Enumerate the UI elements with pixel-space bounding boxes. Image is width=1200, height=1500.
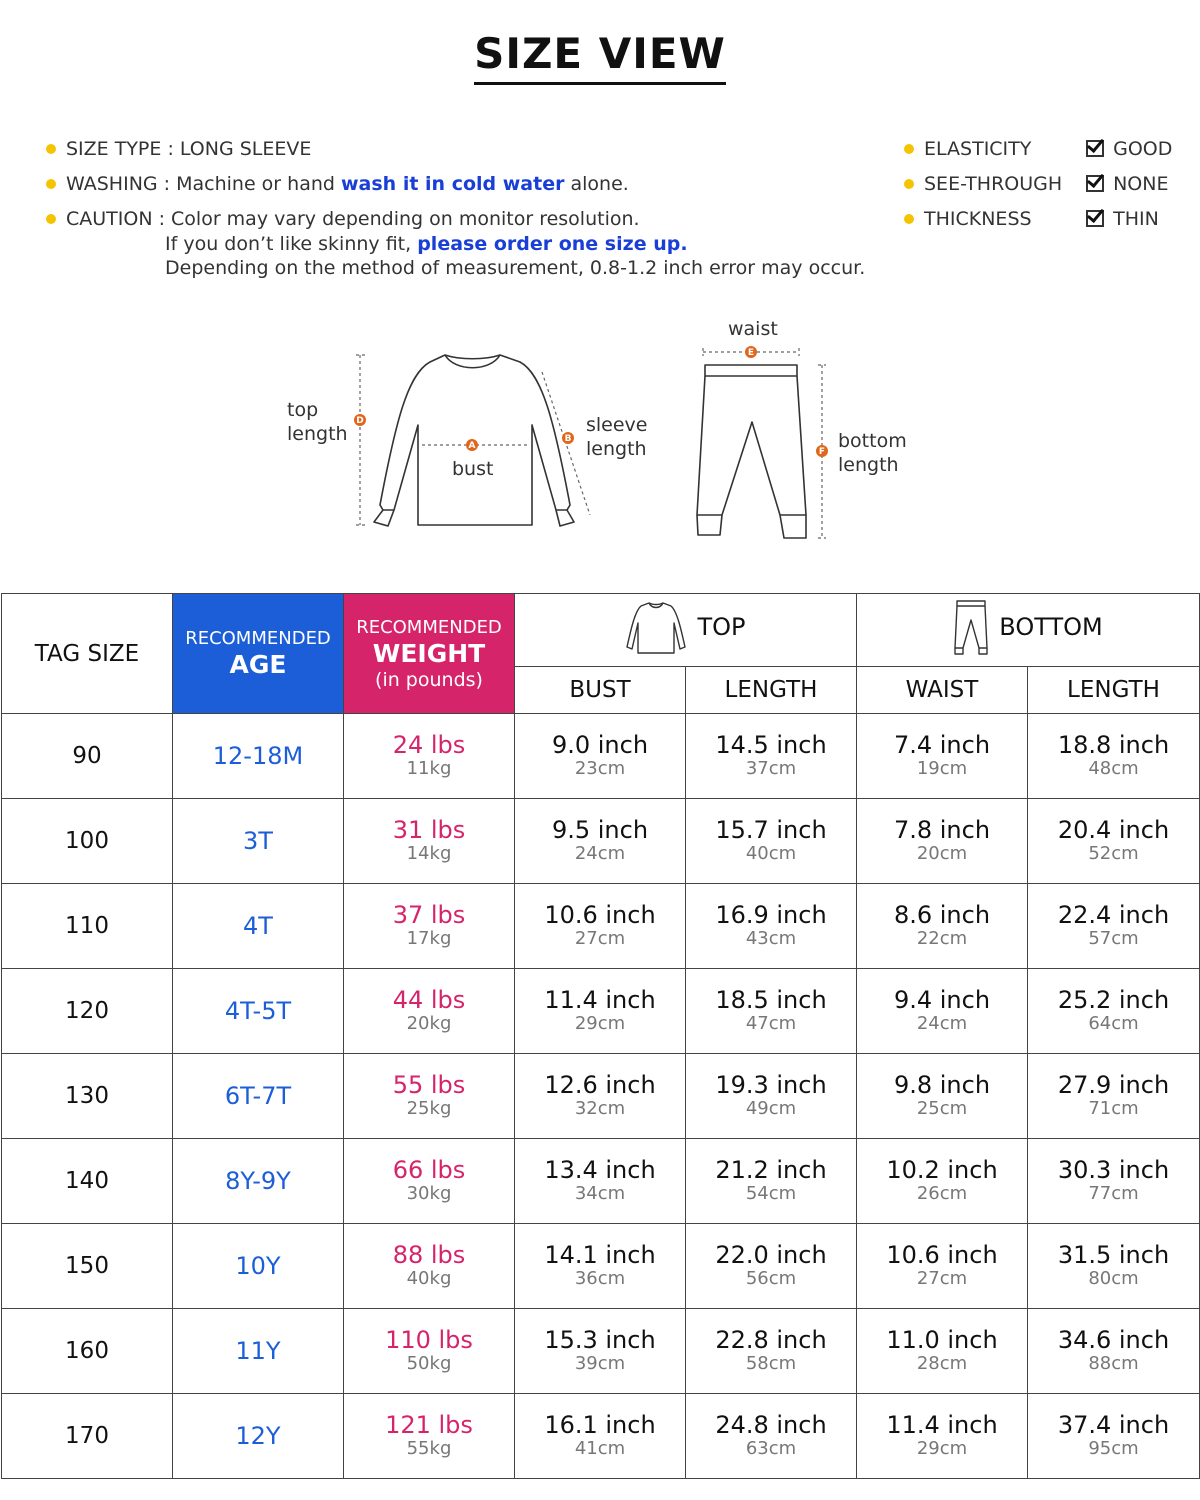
top-length-inch: 15.7 inch xyxy=(715,816,827,844)
table-header-row xyxy=(2,594,1200,667)
bottom-length-cm: 57cm xyxy=(1088,928,1139,949)
waist-cm: 24cm xyxy=(916,1013,968,1034)
cell-top-length xyxy=(686,884,857,969)
info-washing xyxy=(46,171,866,206)
cell-bottom-length xyxy=(1028,1309,1200,1394)
weight-kg: 55kg xyxy=(406,1438,452,1459)
cell-age: 4T xyxy=(173,884,344,969)
sleeve-length-line-2: length xyxy=(586,438,647,460)
cell-bust xyxy=(515,1394,686,1479)
bust-cm: 34cm xyxy=(574,1183,626,1204)
info-list xyxy=(46,136,866,280)
bottom-length-cm: 88cm xyxy=(1088,1353,1139,1374)
cell-age: 10Y xyxy=(173,1224,344,1309)
bottom-length-inch: 37.4 inch xyxy=(1057,1411,1170,1439)
washing-suffix: alone. xyxy=(564,173,629,195)
caution-2-highlight: please order one size up. xyxy=(417,233,688,255)
bottom-length-cm: 80cm xyxy=(1088,1268,1139,1289)
pants-icon xyxy=(953,598,989,656)
cell-weight xyxy=(344,1394,515,1479)
table-row xyxy=(2,1224,1200,1309)
cell-tag-size: 90 xyxy=(2,714,173,799)
caution-line-2 xyxy=(46,232,866,256)
bottom-length-inch: 20.4 inch xyxy=(1057,816,1170,844)
bottom-length-cm: 64cm xyxy=(1088,1013,1139,1034)
bullet-dot-icon xyxy=(904,179,914,189)
bust-inch: 12.6 inch xyxy=(544,1071,656,1099)
page-header xyxy=(0,30,1200,85)
cell-age: 3T xyxy=(173,799,344,884)
header-waist: WAIST xyxy=(857,667,1028,714)
cell-waist xyxy=(857,884,1028,969)
waist-cm: 28cm xyxy=(916,1353,968,1374)
bottom-length-cm: 77cm xyxy=(1088,1183,1139,1204)
bottom-length-inch: 34.6 inch xyxy=(1057,1326,1170,1354)
property-value: GOOD xyxy=(1113,138,1173,160)
cell-age: 8Y-9Y xyxy=(173,1139,344,1224)
bust-cm: 24cm xyxy=(574,843,626,864)
bottom-length-cm: 52cm xyxy=(1088,843,1139,864)
bust-cm: 39cm xyxy=(574,1353,626,1374)
cell-bust xyxy=(515,969,686,1054)
caution-text: CAUTION : Color may vary depending on monitor resolution. xyxy=(66,208,640,230)
waist-inch: 10.2 inch xyxy=(886,1156,998,1184)
cell-age: 11Y xyxy=(173,1309,344,1394)
bullet-dot-icon xyxy=(904,214,914,224)
cell-weight xyxy=(344,1309,515,1394)
waist-cm: 19cm xyxy=(916,758,968,779)
cell-tag-size: 130 xyxy=(2,1054,173,1139)
header-recommended-age xyxy=(173,594,344,714)
waist-label: waist xyxy=(728,318,778,340)
cell-bottom-length xyxy=(1028,799,1200,884)
waist-inch: 8.6 inch xyxy=(893,901,991,929)
shirt-icon xyxy=(625,599,687,655)
property-thickness xyxy=(904,206,1194,241)
table-row xyxy=(2,1139,1200,1224)
size-table-body xyxy=(2,714,1200,1479)
bottom-length-cm: 95cm xyxy=(1088,1438,1139,1459)
cell-bust xyxy=(515,884,686,969)
table-row xyxy=(2,714,1200,799)
sleeve-length-label xyxy=(586,413,648,461)
bust-cm: 23cm xyxy=(574,758,626,779)
weight-lbs: 66 lbs xyxy=(392,1156,466,1184)
bust-cm: 41cm xyxy=(574,1438,626,1459)
cell-bust xyxy=(515,714,686,799)
weight-lbs: 121 lbs xyxy=(385,1411,473,1439)
cell-weight xyxy=(344,714,515,799)
cell-age: 6T-7T xyxy=(173,1054,344,1139)
washing-text: WASHING : Machine or hand xyxy=(66,173,341,195)
cell-waist xyxy=(857,799,1028,884)
header-bust: BUST xyxy=(515,667,686,714)
cell-waist xyxy=(857,1224,1028,1309)
top-length-label xyxy=(287,398,348,446)
header-weight-sub: (in pounds) xyxy=(375,668,483,691)
waist-inch: 9.8 inch xyxy=(893,1071,991,1099)
table-row xyxy=(2,969,1200,1054)
bust-inch: 14.1 inch xyxy=(544,1241,656,1269)
cell-bust xyxy=(515,1139,686,1224)
bottom-length-inch: 31.5 inch xyxy=(1057,1241,1170,1269)
cell-age: 12-18M xyxy=(173,714,344,799)
cell-top-length xyxy=(686,969,857,1054)
header-top-length: LENGTH xyxy=(686,667,857,714)
top-length-cm: 63cm xyxy=(745,1438,797,1459)
weight-kg: 17kg xyxy=(406,928,452,949)
weight-lbs: 24 lbs xyxy=(392,731,466,759)
cell-weight xyxy=(344,884,515,969)
weight-kg: 20kg xyxy=(406,1013,452,1034)
weight-kg: 40kg xyxy=(406,1268,452,1289)
bust-cm: 27cm xyxy=(574,928,626,949)
top-length-cm: 47cm xyxy=(745,1013,797,1034)
weight-lbs: 88 lbs xyxy=(392,1241,466,1269)
table-row xyxy=(2,1309,1200,1394)
caution-2-text: If you don’t like skinny fit, xyxy=(165,233,418,255)
size-type-text: SIZE TYPE : LONG SLEEVE xyxy=(66,138,312,160)
waist-inch: 10.6 inch xyxy=(886,1241,998,1269)
marker-b-label: B xyxy=(564,434,572,444)
cell-waist xyxy=(857,1054,1028,1139)
measurement-diagram xyxy=(270,310,930,560)
table-row xyxy=(2,1054,1200,1139)
cell-age: 12Y xyxy=(173,1394,344,1479)
table-row xyxy=(2,884,1200,969)
property-value: NONE xyxy=(1113,173,1169,195)
weight-kg: 25kg xyxy=(406,1098,452,1119)
cell-bust xyxy=(515,1054,686,1139)
cell-waist xyxy=(857,1394,1028,1479)
sleeve-length-line-1: sleeve xyxy=(586,414,648,436)
bottom-length-inch: 25.2 inch xyxy=(1057,986,1170,1014)
cell-age: 4T-5T xyxy=(173,969,344,1054)
waist-cm: 26cm xyxy=(916,1183,968,1204)
bullet-dot-icon xyxy=(46,144,56,154)
property-name: SEE-THROUGH xyxy=(924,173,1063,195)
caution-3-text: Depending on the method of measurement, 0.8-1.2 inch error may occur. xyxy=(165,257,866,279)
header-age-big: AGE xyxy=(229,649,287,679)
cell-bottom-length xyxy=(1028,1394,1200,1479)
cell-bust xyxy=(515,799,686,884)
bust-inch: 15.3 inch xyxy=(544,1326,656,1354)
cell-weight xyxy=(344,1139,515,1224)
top-length-cm: 37cm xyxy=(745,758,797,779)
top-length-inch: 21.2 inch xyxy=(715,1156,827,1184)
weight-kg: 50kg xyxy=(406,1353,452,1374)
waist-cm: 20cm xyxy=(916,843,968,864)
top-length-inch: 14.5 inch xyxy=(715,731,827,759)
property-name: ELASTICITY xyxy=(924,138,1032,160)
top-length-cm: 43cm xyxy=(745,928,797,949)
bust-cm: 36cm xyxy=(574,1268,626,1289)
cell-tag-size: 170 xyxy=(2,1394,173,1479)
cell-bottom-length xyxy=(1028,884,1200,969)
cell-waist xyxy=(857,714,1028,799)
cell-waist xyxy=(857,1139,1028,1224)
top-length-inch: 22.8 inch xyxy=(715,1326,827,1354)
waist-inch: 7.4 inch xyxy=(893,731,991,759)
header-top-label: TOP xyxy=(697,613,746,641)
cell-top-length xyxy=(686,1224,857,1309)
cell-bottom-length xyxy=(1028,1139,1200,1224)
cell-bottom-length xyxy=(1028,969,1200,1054)
waist-inch: 11.0 inch xyxy=(886,1326,998,1354)
property-value: THIN xyxy=(1113,208,1159,230)
cell-bottom-length xyxy=(1028,714,1200,799)
cell-tag-size: 120 xyxy=(2,969,173,1054)
top-length-inch: 16.9 inch xyxy=(715,901,827,929)
bust-inch: 9.5 inch xyxy=(551,816,649,844)
cell-top-length xyxy=(686,1139,857,1224)
bust-cm: 29cm xyxy=(574,1013,626,1034)
property-see-through xyxy=(904,171,1194,206)
bottom-length-cm: 71cm xyxy=(1088,1098,1139,1119)
weight-lbs: 37 lbs xyxy=(392,901,466,929)
cell-bust xyxy=(515,1309,686,1394)
bust-label: bust xyxy=(452,458,494,480)
top-length-inch: 19.3 inch xyxy=(715,1071,827,1099)
header-tag-size: TAG SIZE xyxy=(2,594,173,714)
cell-top-length xyxy=(686,1309,857,1394)
cell-bottom-length xyxy=(1028,1054,1200,1139)
marker-e-label: E xyxy=(747,348,755,358)
marker-f-label: F xyxy=(818,447,826,457)
bottom-length-inch: 18.8 inch xyxy=(1057,731,1170,759)
weight-lbs: 31 lbs xyxy=(392,816,466,844)
bullet-dot-icon xyxy=(904,144,914,154)
info-size-type xyxy=(46,136,866,171)
fabric-properties xyxy=(904,136,1194,241)
cell-tag-size: 140 xyxy=(2,1139,173,1224)
waist-inch: 7.8 inch xyxy=(893,816,991,844)
header-bottom-group xyxy=(857,594,1200,667)
bottom-length-inch: 22.4 inch xyxy=(1057,901,1170,929)
weight-kg: 11kg xyxy=(406,758,452,779)
waist-cm: 25cm xyxy=(916,1098,968,1119)
cell-top-length xyxy=(686,799,857,884)
header-bottom-label: BOTTOM xyxy=(999,613,1103,641)
top-length-cm: 54cm xyxy=(745,1183,797,1204)
top-length-cm: 40cm xyxy=(745,843,797,864)
bottom-length-line-2: length xyxy=(838,454,899,476)
property-elasticity xyxy=(904,136,1194,171)
weight-lbs: 55 lbs xyxy=(392,1071,466,1099)
header-age-small: RECOMMENDED xyxy=(185,627,331,649)
top-length-inch: 18.5 inch xyxy=(715,986,827,1014)
header-weight-big: WEIGHT xyxy=(372,638,486,668)
cell-tag-size: 160 xyxy=(2,1309,173,1394)
waist-inch: 9.4 inch xyxy=(893,986,991,1014)
bust-inch: 16.1 inch xyxy=(544,1411,656,1439)
page-title: SIZE VIEW xyxy=(474,30,726,85)
top-length-line-2: length xyxy=(287,423,348,445)
bust-inch: 9.0 inch xyxy=(551,731,649,759)
header-bottom-length: LENGTH xyxy=(1028,667,1200,714)
waist-cm: 22cm xyxy=(916,928,968,949)
pants-icon xyxy=(697,365,806,538)
top-length-cm: 56cm xyxy=(745,1268,797,1289)
cell-weight xyxy=(344,1054,515,1139)
bullet-dot-icon xyxy=(46,179,56,189)
cell-bust xyxy=(515,1224,686,1309)
top-length-cm: 58cm xyxy=(745,1353,797,1374)
marker-a-label: A xyxy=(468,441,476,451)
bottom-length-inch: 30.3 inch xyxy=(1057,1156,1170,1184)
waist-cm: 29cm xyxy=(916,1438,968,1459)
waist-cm: 27cm xyxy=(916,1268,968,1289)
top-length-inch: 22.0 inch xyxy=(715,1241,827,1269)
top-length-line-1: top xyxy=(287,399,319,421)
bottom-length-cm: 48cm xyxy=(1088,758,1139,779)
waist-inch: 11.4 inch xyxy=(886,1411,998,1439)
cell-tag-size: 150 xyxy=(2,1224,173,1309)
size-table xyxy=(1,593,1200,1479)
info-caution xyxy=(46,206,866,232)
bust-inch: 10.6 inch xyxy=(544,901,656,929)
cell-tag-size: 100 xyxy=(2,799,173,884)
weight-lbs: 44 lbs xyxy=(392,986,466,1014)
table-row xyxy=(2,1394,1200,1479)
bust-inch: 11.4 inch xyxy=(544,986,656,1014)
cell-top-length xyxy=(686,1054,857,1139)
bust-inch: 13.4 inch xyxy=(544,1156,656,1184)
top-length-cm: 49cm xyxy=(745,1098,797,1119)
cell-top-length xyxy=(686,1394,857,1479)
cell-tag-size: 110 xyxy=(2,884,173,969)
table-row xyxy=(2,799,1200,884)
checkbox-checked-icon xyxy=(1086,210,1104,227)
bottom-length-inch: 27.9 inch xyxy=(1057,1071,1170,1099)
cell-weight xyxy=(344,1224,515,1309)
marker-d-label: D xyxy=(356,416,364,426)
cell-weight xyxy=(344,799,515,884)
checkbox-checked-icon xyxy=(1086,140,1104,157)
cell-top-length xyxy=(686,714,857,799)
header-top-group xyxy=(515,594,857,667)
bullet-dot-icon xyxy=(46,214,56,224)
weight-lbs: 110 lbs xyxy=(385,1326,473,1354)
cell-waist xyxy=(857,1309,1028,1394)
weight-kg: 14kg xyxy=(406,843,452,864)
top-length-inch: 24.8 inch xyxy=(715,1411,827,1439)
cell-bottom-length xyxy=(1028,1224,1200,1309)
cell-waist xyxy=(857,969,1028,1054)
washing-highlight: wash it in cold water xyxy=(341,173,565,195)
bottom-length-label xyxy=(838,429,907,477)
header-weight-small: RECOMMENDED xyxy=(356,616,502,638)
cell-weight xyxy=(344,969,515,1054)
bottom-length-line-1: bottom xyxy=(838,430,907,452)
caution-line-3 xyxy=(46,256,866,280)
checkbox-checked-icon xyxy=(1086,175,1104,192)
header-recommended-weight xyxy=(344,594,515,714)
property-name: THICKNESS xyxy=(924,208,1032,230)
bust-cm: 32cm xyxy=(574,1098,626,1119)
weight-kg: 30kg xyxy=(406,1183,452,1204)
